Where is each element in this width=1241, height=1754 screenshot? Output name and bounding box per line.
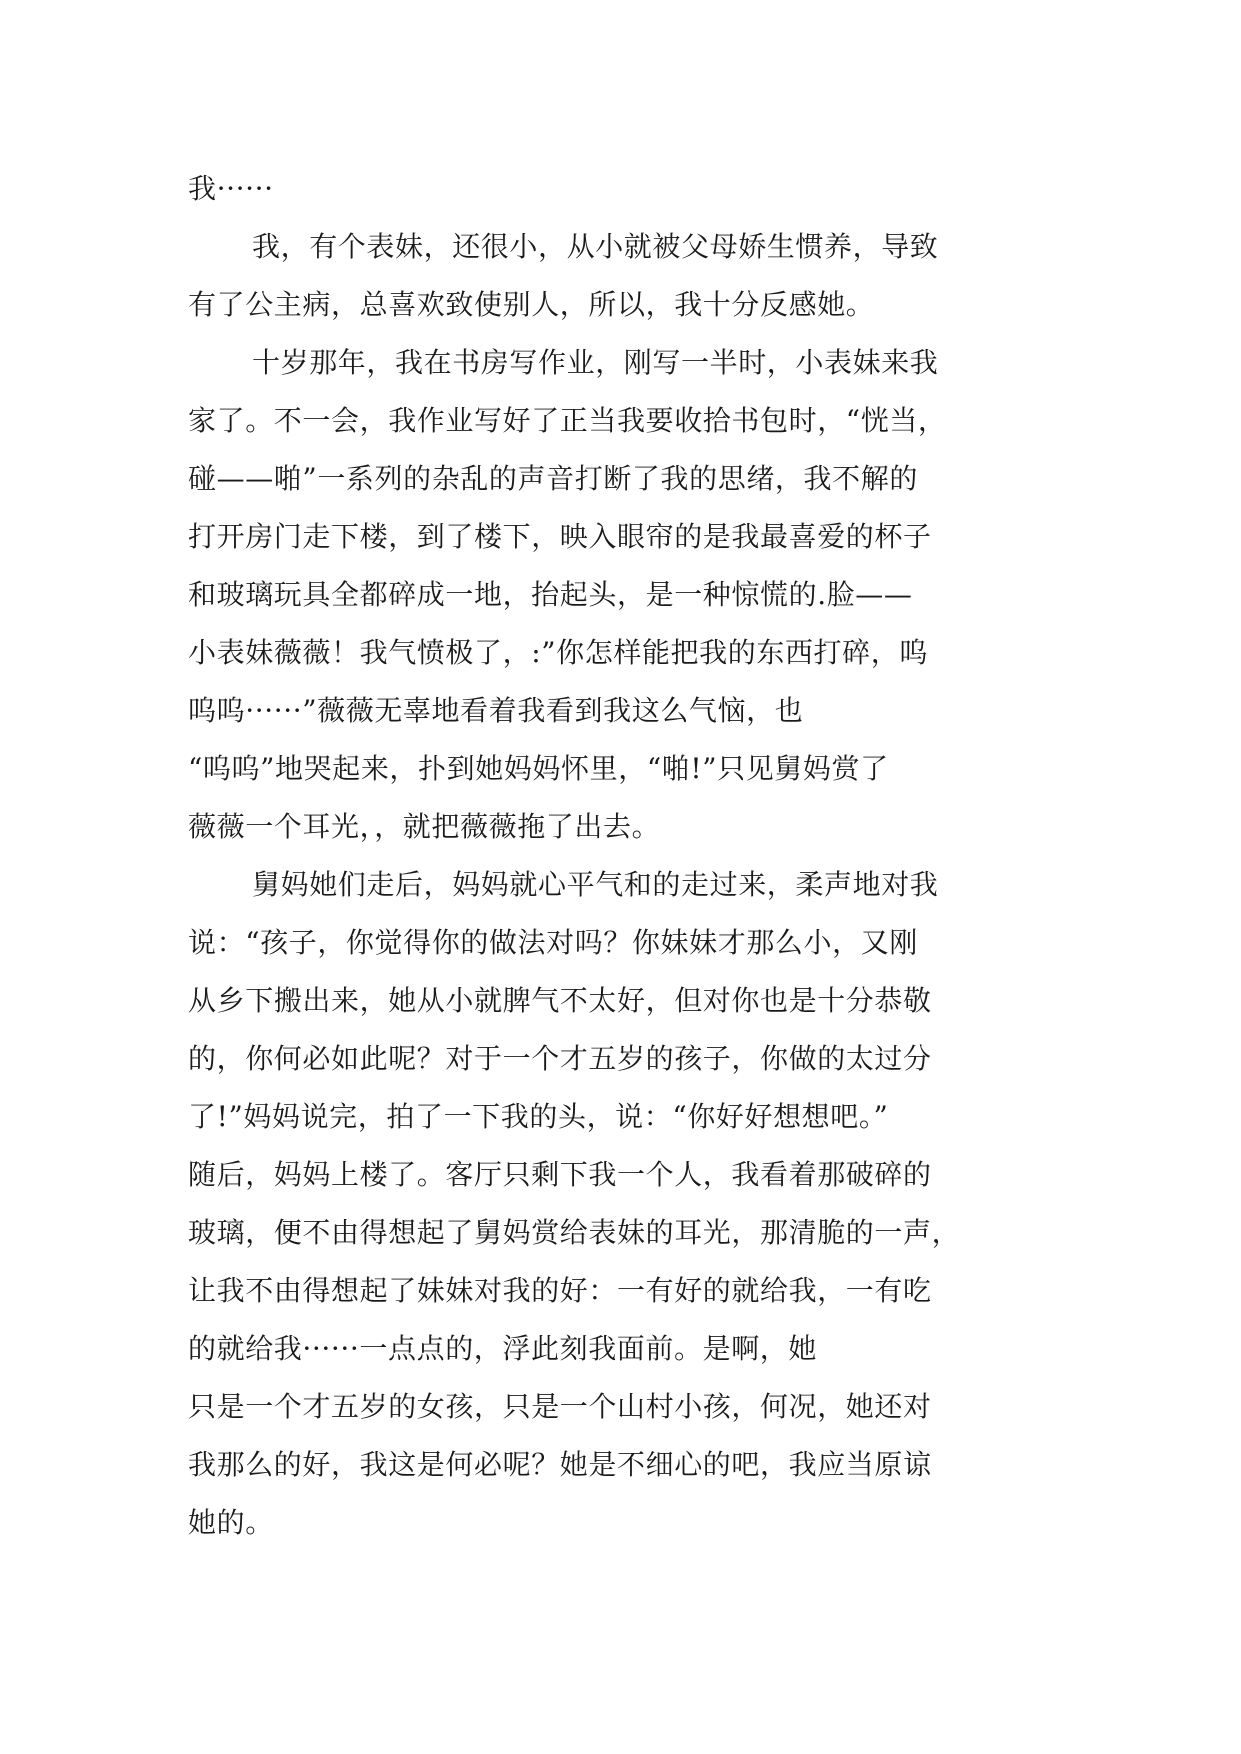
text-line: 碰——啪”一系列的杂乱的声音打断了我的思绪，我不解的: [188, 462, 918, 495]
text-line: 了!”妈妈说完，拍了一下我的头，说：“你好好想想吧。”: [188, 1100, 889, 1133]
body-text: [188, 160, 1058, 1552]
text-line: 有了公主病，总喜欢致使别人，所以，我十分反感她。: [188, 288, 875, 321]
text-line: 我那么的好，我这是何必呢？她是不细心的吧，我应当原谅: [188, 1448, 932, 1481]
text-line: 的就给我······一点点的，浮此刻我面前。是啊，她: [188, 1332, 818, 1365]
text-line: 玻璃，便不由得想起了舅妈赏给表妹的耳光，那清脆的一声，: [188, 1216, 961, 1249]
text-line: 让我不由得想起了妹妹对我的好：一有好的就给我，一有吃: [188, 1274, 932, 1307]
text-line: 和玻璃玩具全都碎成一地，抬起头，是一种惊慌的.脸——: [188, 578, 913, 611]
text-line: 我······: [188, 172, 274, 205]
text-line: 家了。不一会，我作业写好了正当我要收拾书包时，“恍当，: [188, 404, 947, 437]
text-line: 说：“孩子，你觉得你的做法对吗？你妹妹才那么小，又刚: [188, 926, 918, 959]
text-line: 打开房门走下楼，到了楼下，映入眼帘的是我最喜爱的杯子: [188, 520, 932, 553]
text-line: 的，你何必如此呢？对于一个才五岁的孩子，你做的太过分: [188, 1042, 932, 1075]
text-line: 呜呜······”薇薇无辜地看着我看到我这么气恼，也: [188, 694, 804, 727]
text-line: 只是一个才五岁的女孩，只是一个山村小孩，何况，她还对: [188, 1390, 932, 1423]
text-line: 从乡下搬出来，她从小就脾气不太好，但对你也是十分恭敬: [188, 984, 932, 1017]
paragraph-start-line: 十岁那年，我在书房写作业，刚写一半时，小表妹来我: [252, 346, 939, 379]
paragraph-start-line: 我，有个表妹，还很小，从小就被父母娇生惯养，导致: [252, 230, 939, 263]
text-line: 薇薇一个耳光，，就把薇薇拖了出去。: [188, 810, 661, 843]
text-line: 随后，妈妈上楼了。客厅只剩下我一个人，我看着那破碎的: [188, 1158, 932, 1191]
text-line: 她的。: [188, 1506, 274, 1539]
text-line: 小表妹薇薇！我气愤极了，:”你怎样能把我的东西打碎，呜: [188, 636, 928, 669]
paragraph-start-line: 舅妈她们走后，妈妈就心平气和的走过来，柔声地对我: [252, 868, 939, 901]
text-line: “呜呜”地哭起来，扑到她妈妈怀里，“啪!”只见舅妈赏了: [188, 752, 889, 785]
